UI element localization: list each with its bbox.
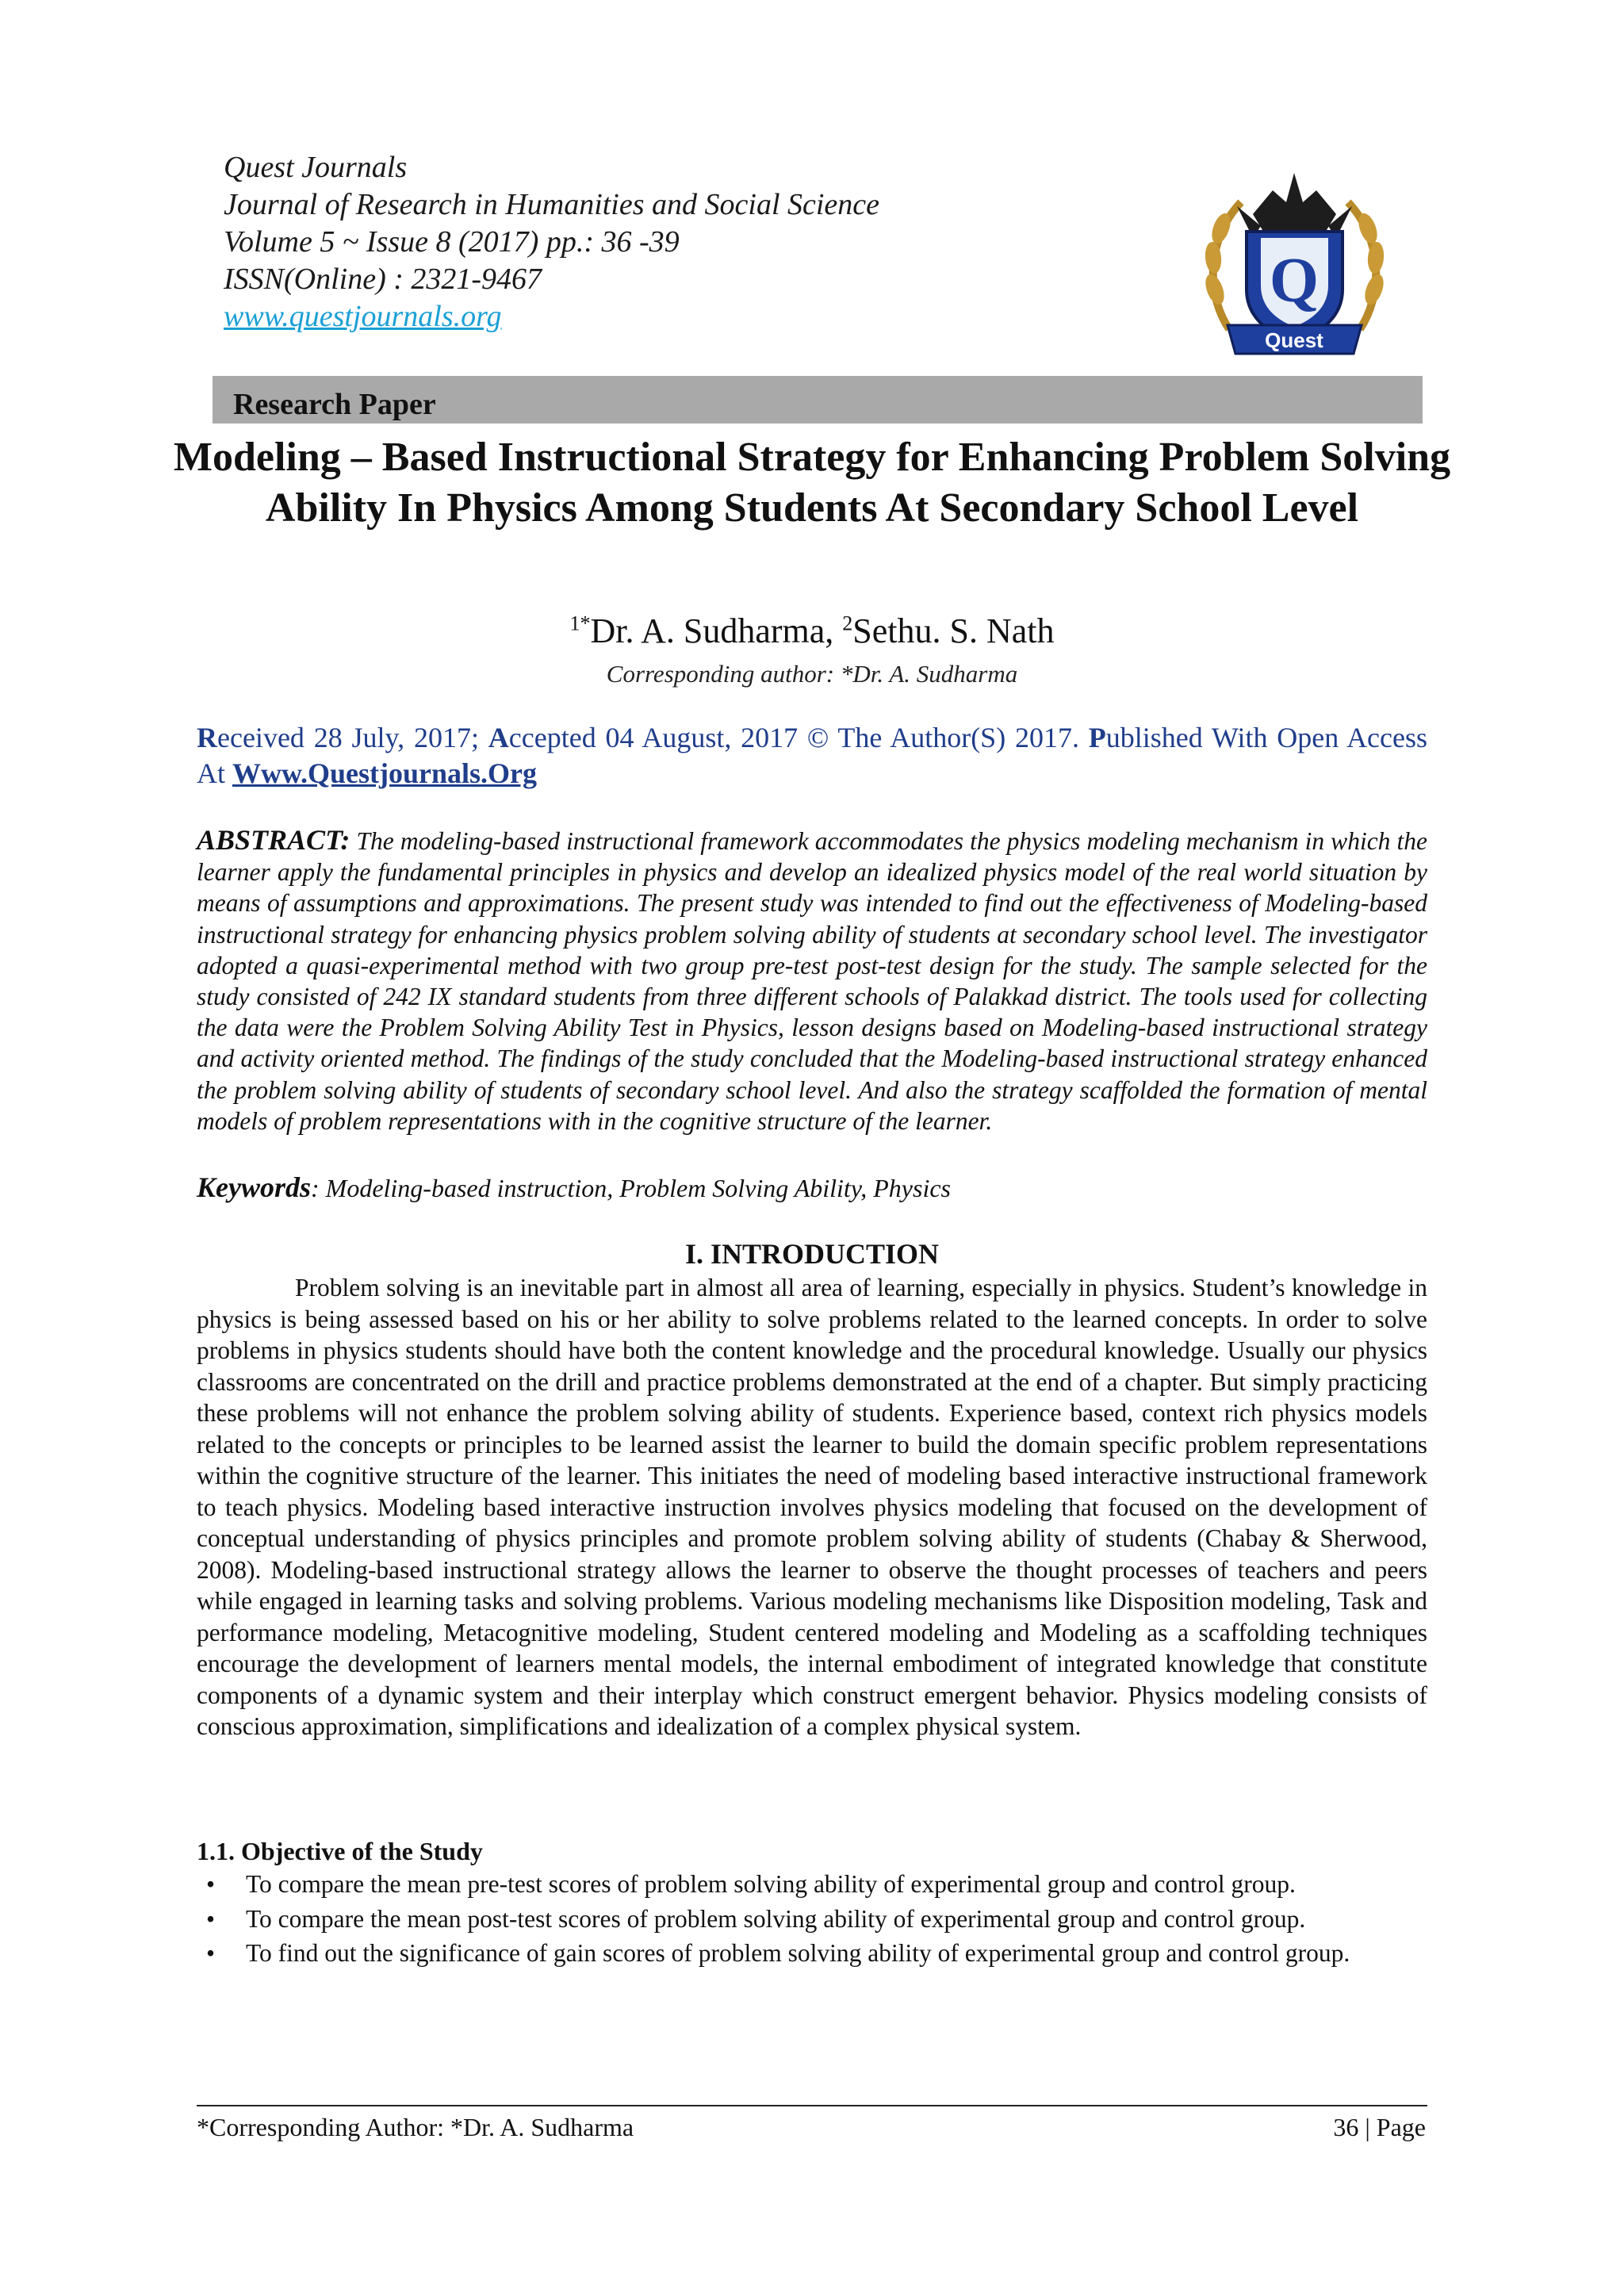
publisher-link[interactable]: Www.Questjournals.Org <box>232 757 538 789</box>
logo-letter: Q <box>1269 246 1320 316</box>
footer-divider <box>197 2105 1427 2106</box>
abstract-label: ABSTRACT: <box>197 824 350 856</box>
subsection-heading-objectives: 1.1. Objective of the Study <box>197 1837 483 1865</box>
page-number: 36 | Page <box>1333 2113 1426 2141</box>
journal-info <box>224 149 879 335</box>
journal-issn: ISSN(Online) : 2321-9467 <box>224 263 542 296</box>
journal-link[interactable]: www.questjournals.org <box>224 300 502 333</box>
list-item: • To compare the mean post-test scores of problem solving ability of experimental group and control group. <box>206 1904 1306 1933</box>
journal-volume: Volume 5 ~ Issue 8 (2017) pp.: 36 -39 <box>224 225 680 259</box>
keywords-text: : Modeling-based instruction, Problem Solving Ability, Physics <box>311 1174 951 1202</box>
corresponding-author: Corresponding author: *Dr. A. Sudharma <box>606 660 1018 688</box>
logo-text: Quest <box>1265 328 1323 352</box>
journal-publisher: Quest Journals <box>224 151 408 184</box>
author2-name: Sethu. S. Nath <box>852 611 1055 650</box>
quest-logo-icon <box>1197 159 1392 369</box>
author2-affil: 2 <box>842 611 853 635</box>
paper-type-bar <box>213 376 1423 424</box>
keywords-label: Keywords <box>197 1171 311 1203</box>
author1-name: Dr. A. Sudharma, <box>590 611 843 650</box>
paper-title: Modeling – Based Instructional Strategy for Enhancing Problem Solving Ability In Physics Among Students At Secondary School Level <box>173 435 1451 531</box>
list-item: • To compare the mean pre-test scores of problem solving ability of experimental group and control group. <box>206 1870 1296 1898</box>
section-heading-introduction: I. INTRODUCTION <box>684 1238 940 1270</box>
author1-affil: 1* <box>569 611 591 635</box>
objectives-list <box>197 1869 1427 1972</box>
paper-type-label: Research Paper <box>233 388 436 421</box>
keywords <box>197 1171 1427 1204</box>
received-line: Received 28 July, 2017; Accepted 04 August, 2017 © The Author(S) 2017. Published With Open Access At Www.Questjournals.Org <box>197 722 1428 789</box>
author-line <box>0 611 1624 651</box>
footer-corresponding-author: *Corresponding Author: *Dr. A. Sudharma <box>197 2113 634 2141</box>
abstract <box>197 825 1427 1137</box>
abstract-text: The modeling-based instructional framework accommodates the physics modeling mechanism in which the learner apply the fundamental principles in physics and develop an idealized physics model of the real world situation by means of assumptions and approximations. The present study was intended to find out the effectiveness of Modeling-based instructional strategy for enhancing physics problem solving ability of students at secondary school level. The investigator adopted a quasi-experimental method with two group pre-test post-test design for the study. The sample selected for the study consisted of 242 IX standard students from three different schools of Palakkad district. The tools used for collecting the data were the Problem Solving Ability Test in Physics, lesson designs based on Modeling-based instructional strategy and activity oriented method. The findings of the study concluded that the Modeling-based instructional strategy enhanced the problem solving ability of students of secondary school level. And also the strategy scaffolded the formation of mental models of problem representations with in the cognitive structure of the learner. <box>197 827 1427 1135</box>
list-item: • To find out the significance of gain scores of problem solving ability of experimental group and control group. <box>206 1939 1350 1967</box>
introduction-paragraph: Problem solving is an inevitable part in almost all area of learning, especially in physics. Student’s knowledge in physics is being assessed based on his or her ability to solve problems related to the learned concepts. In order to solve problems in physics students should have both the content knowledge and the procedural knowledge. Usually our physics classrooms are concentrated on the drill and practice problems demonstrated at the end of a chapter. But simply practicing these problems will not enhance the problem solving ability of students. Experience based, context rich physics models related to the concepts or principles to be learned assist the learner to build the domain specific problem representations within the cognitive structure of the learner. This initiates the need of modeling based interactive instructional framework to teach physics. Modeling based interactive instruction involves physics modeling that focused on the development of conceptual understanding of physics principles and promote problem solving ability of students (Chabay & Sherwood, 2008). Modeling-based instructional strategy allows the learner to observe the thought processes of teachers and peers while engaged in learning tasks and solving problems. Various modeling mechanisms like Disposition modeling, Task and performance modeling, Metacognitive modeling, Student centered modeling and Modeling as a scaffolding techniques encourage the development of learners mental models, the internal embodiment of integrated knowledge that constitute components of a dynamic system and their interplay which construct emergent behavior. Physics modeling consists of conscious approximation, simplifications and idealization of a complex physical system. <box>197 1274 1427 1740</box>
journal-name: Journal of Research in Humanities and Social Science <box>224 188 880 221</box>
